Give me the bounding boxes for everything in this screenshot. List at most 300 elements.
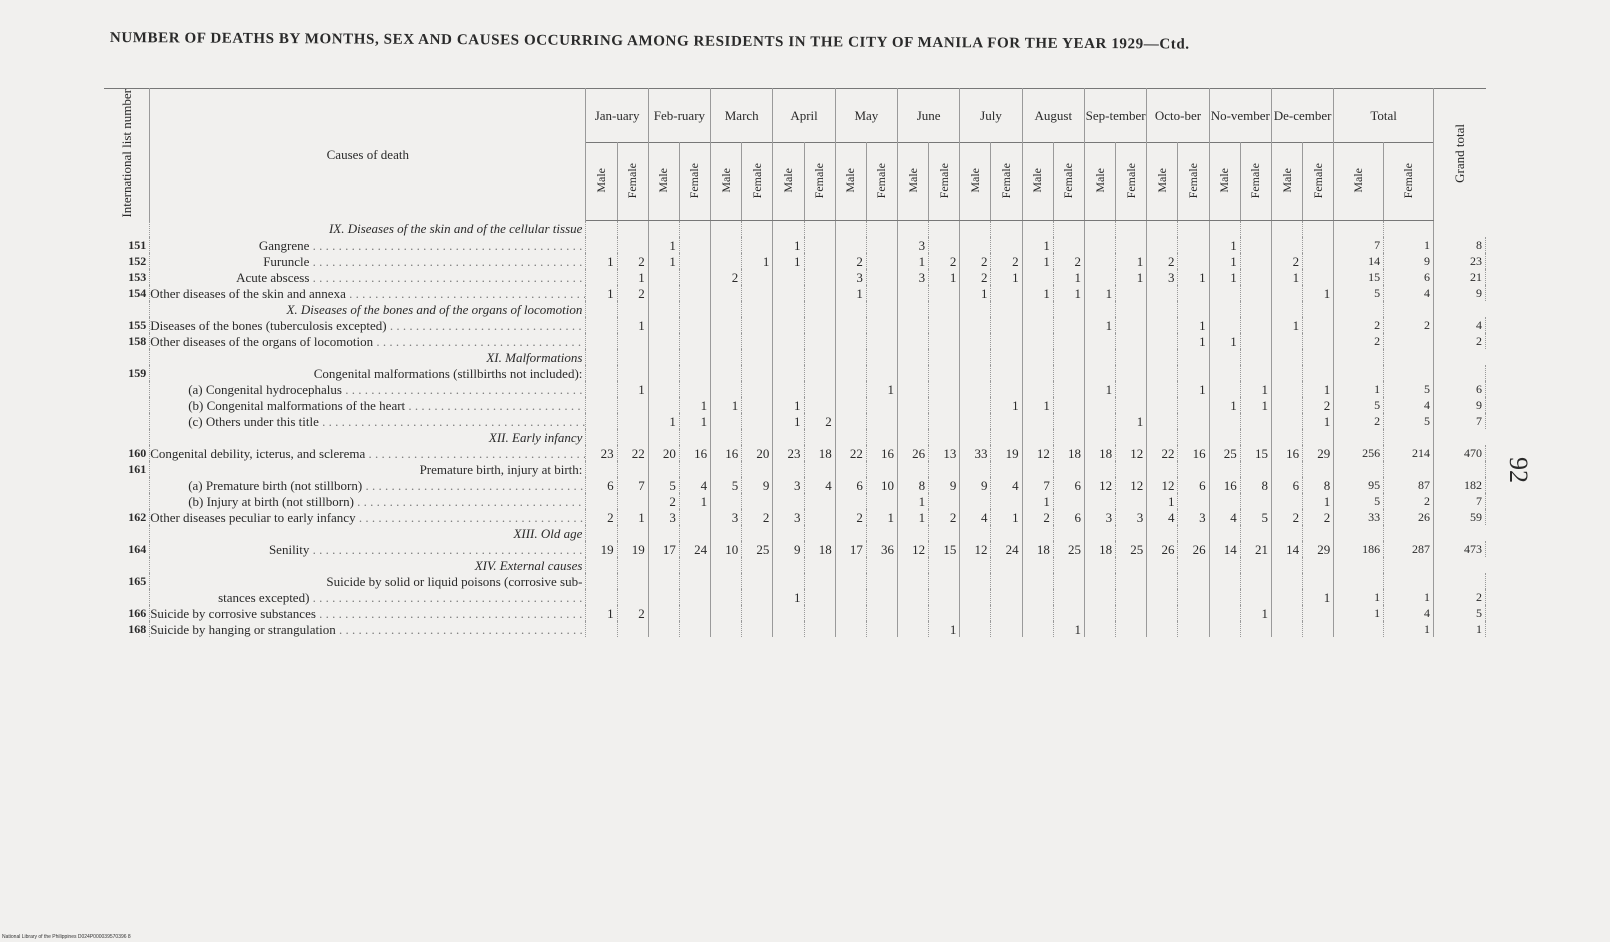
value-cell [1116,285,1147,301]
empty-cell [960,429,991,445]
female-column-header [804,143,835,221]
value-cell: 20 [648,445,679,461]
value-cell [1209,621,1240,637]
value-cell [991,589,1022,605]
male-column-header [1209,143,1240,221]
value-cell: 1 [898,253,929,269]
empty-cell [960,221,991,238]
page-title: NUMBER OF DEATHS BY MONTHS, SEX AND CAUSES OCCURRING AMONG RESIDENTS IN THE CITY OF MANILA FOR THE YEAR 1929—Ctd. [109,30,1190,53]
empty-cell [1084,221,1115,238]
value-cell [711,381,742,397]
empty-cell [1147,301,1178,317]
value-cell [898,317,929,333]
section-row [104,429,1486,445]
cause-cell: Premature birth, injury at birth: [150,461,586,477]
code-cell [104,477,150,493]
total-cell [1384,461,1434,477]
value-cell: 1 [1303,493,1334,509]
empty-cell [742,557,773,573]
value-cell [1084,461,1115,477]
total-cell: 5 [1384,413,1434,429]
empty-cell [1053,349,1084,365]
value-cell: 16 [1209,477,1240,493]
value-cell: 2 [1147,253,1178,269]
code-cell [104,397,150,413]
value-cell [960,413,991,429]
value-cell [835,621,866,637]
value-cell: 2 [835,253,866,269]
value-cell [866,461,897,477]
value-cell: 6 [835,477,866,493]
female-column-header [1178,143,1209,221]
value-cell [742,333,773,349]
value-cell [1271,285,1302,301]
value-cell: 18 [1084,541,1115,557]
female-column-header [1384,143,1434,221]
value-cell: 18 [1084,445,1115,461]
value-cell [1053,237,1084,253]
empty-cell [866,349,897,365]
table-row [104,445,1486,461]
grand-total-cell: 5 [1433,605,1485,621]
value-cell: 1 [1303,589,1334,605]
cause-cell: Furuncle . . . [150,253,586,269]
value-cell: 1 [991,397,1022,413]
value-cell [835,365,866,381]
cause-cell: Acute abscess . . . [150,269,586,285]
value-cell [617,493,648,509]
value-cell [835,397,866,413]
value-cell [711,365,742,381]
empty-cell [1384,525,1434,541]
value-cell: 29 [1303,541,1334,557]
value-cell: 3 [773,509,804,525]
value-cell [898,621,929,637]
table-row [104,381,1486,397]
value-cell [866,493,897,509]
value-cell: 9 [960,477,991,493]
empty-cell [960,349,991,365]
empty-cell [742,301,773,317]
value-cell: 5 [648,477,679,493]
empty-cell [1053,557,1084,573]
male-label: Male [780,167,795,193]
value-cell: 25 [1209,445,1240,461]
table-row [104,253,1486,269]
female-column-header [617,143,648,221]
value-cell [1022,573,1053,589]
value-cell [1116,365,1147,381]
value-cell [1209,317,1240,333]
empty-cell [991,301,1022,317]
total-cell: 2 [1334,317,1384,333]
empty-cell [1303,349,1334,365]
value-cell [711,413,742,429]
value-cell [929,317,960,333]
grand-total-cell: 1 [1433,621,1485,637]
value-cell: 4 [960,509,991,525]
empty-cell [929,557,960,573]
value-cell: 25 [1053,541,1084,557]
total-cell: 2 [1384,317,1434,333]
value-cell [617,461,648,477]
value-cell [1178,365,1209,381]
value-cell [898,381,929,397]
value-cell [617,333,648,349]
value-cell [835,333,866,349]
value-cell [804,493,835,509]
value-cell: 1 [1022,285,1053,301]
total-cell [1384,365,1434,381]
value-cell: 17 [648,541,679,557]
total-cell: 6 [1384,269,1434,285]
total-cell [1334,573,1384,589]
cause-cell: (a) Premature birth (not stillborn) . . . [150,477,586,493]
male-label: Male [1154,167,1169,193]
female-column-header [1053,143,1084,221]
empty-cell [898,221,929,238]
cause-cell: Suicide by solid or liquid poisons (corrosive sub- [150,573,586,589]
value-cell: 25 [1116,541,1147,557]
value-cell: 3 [1084,509,1115,525]
grand-total-cell: 9 [1433,285,1485,301]
table-row [104,317,1486,333]
total-cell [1334,461,1384,477]
cause-cell: Congenital malformations (stillbirths not included): [150,365,586,381]
value-cell [1303,573,1334,589]
empty-cell [1116,349,1147,365]
value-cell: 23 [586,445,617,461]
value-cell: 1 [1178,317,1209,333]
grand-total-cell: 21 [1433,269,1485,285]
value-cell: 1 [1209,253,1240,269]
value-cell: 15 [929,541,960,557]
value-cell [742,237,773,253]
value-cell [960,493,991,509]
value-cell: 1 [929,269,960,285]
value-cell: 3 [1147,269,1178,285]
month-header: No-vember [1209,89,1271,143]
value-cell [804,461,835,477]
value-cell [804,605,835,621]
female-label: Female [999,162,1014,198]
cause-cell: (a) Congenital hydrocephalus . . . [150,381,586,397]
empty-cell [804,301,835,317]
empty-cell [1178,221,1209,238]
value-cell [1116,237,1147,253]
cause-cell: Suicide by corrosive substances . . . [150,605,586,621]
empty-cell [1147,221,1178,238]
value-cell [835,317,866,333]
value-cell [679,317,710,333]
value-cell [1178,573,1209,589]
male-column-header [586,143,617,221]
value-cell [804,365,835,381]
value-cell [1271,237,1302,253]
grand-total-cell: 59 [1433,509,1485,525]
section-row [104,557,1486,573]
empty-cell [773,557,804,573]
value-cell: 2 [648,493,679,509]
section-row [104,525,1486,541]
value-cell: 2 [929,253,960,269]
empty-cell [586,525,617,541]
value-cell: 12 [1116,477,1147,493]
value-cell: 1 [1303,413,1334,429]
value-cell: 1 [648,253,679,269]
value-cell [1116,317,1147,333]
value-cell: 1 [1240,605,1271,621]
empty-cell [1116,429,1147,445]
value-cell: 33 [960,445,991,461]
total-cell: 1 [1384,589,1434,605]
value-cell [1022,605,1053,621]
value-cell [586,317,617,333]
value-cell: 29 [1303,445,1334,461]
table-row [104,621,1486,637]
value-cell [929,237,960,253]
value-cell [1271,493,1302,509]
value-cell [742,285,773,301]
total-cell: 4 [1384,397,1434,413]
code-cell: 155 [104,317,150,333]
empty-cell [773,221,804,238]
value-cell: 19 [586,541,617,557]
value-cell [1209,381,1240,397]
female-label: Female [1061,162,1076,198]
empty-cell [1084,349,1115,365]
value-cell [804,285,835,301]
value-cell [960,381,991,397]
value-cell [866,605,897,621]
value-cell [804,573,835,589]
value-cell: 6 [586,477,617,493]
value-cell [1303,621,1334,637]
value-cell: 26 [898,445,929,461]
total-cell [1384,573,1434,589]
empty-cell [617,557,648,573]
section-row [104,349,1486,365]
male-column-header [711,143,742,221]
value-cell [742,381,773,397]
value-cell [586,493,617,509]
value-cell [866,285,897,301]
empty-cell [929,525,960,541]
value-cell: 1 [617,381,648,397]
empty-cell [586,349,617,365]
empty-cell [1240,221,1271,238]
value-cell: 1 [711,397,742,413]
empty-cell [773,429,804,445]
value-cell: 1 [1240,381,1271,397]
value-cell [1084,397,1115,413]
value-cell: 1 [1178,381,1209,397]
value-cell [1116,589,1147,605]
value-cell [679,573,710,589]
value-cell [835,237,866,253]
empty-cell [1303,557,1334,573]
value-cell [866,365,897,381]
female-column-header [929,143,960,221]
value-cell: 1 [617,317,648,333]
empty-cell [835,429,866,445]
value-cell [1147,605,1178,621]
grand-total-cell: 2 [1433,333,1485,349]
empty-cell [679,349,710,365]
empty-cell [1053,429,1084,445]
value-cell [1178,285,1209,301]
value-cell [960,573,991,589]
empty-cell [711,301,742,317]
value-cell [1147,381,1178,397]
month-header: May [835,89,897,143]
value-cell [1147,621,1178,637]
value-cell [586,237,617,253]
value-cell [586,333,617,349]
female-label: Female [812,162,827,198]
value-cell [929,461,960,477]
value-cell: 2 [1271,509,1302,525]
empty-cell [1053,221,1084,238]
value-cell: 1 [586,605,617,621]
male-column-header [1147,143,1178,221]
page-number: 92 [1504,457,1533,483]
value-cell [991,333,1022,349]
empty-cell [1303,429,1334,445]
value-cell: 12 [1116,445,1147,461]
value-cell [711,605,742,621]
female-label: Female [1186,162,1201,198]
value-cell [773,317,804,333]
empty-cell [742,349,773,365]
empty-cell [866,221,897,238]
male-label: Male [1351,167,1366,193]
value-cell: 1 [1303,381,1334,397]
value-cell: 2 [1303,509,1334,525]
value-cell [1178,621,1209,637]
table-row [104,333,1486,349]
value-cell [866,237,897,253]
value-cell: 3 [1116,509,1147,525]
value-cell: 19 [617,541,648,557]
grand-total-cell: 7 [1433,413,1485,429]
empty-cell [1178,301,1209,317]
value-cell: 16 [679,445,710,461]
value-cell: 26 [1147,541,1178,557]
empty-cell [1334,221,1384,238]
section-row [104,301,1486,317]
empty-cell [617,349,648,365]
value-cell [960,589,991,605]
value-cell [991,237,1022,253]
value-cell: 6 [1271,477,1302,493]
empty-cell [1240,301,1271,317]
value-cell [1084,269,1115,285]
value-cell [1147,237,1178,253]
month-header: July [960,89,1022,143]
value-cell: 2 [1053,253,1084,269]
total-cell: 7 [1334,237,1384,253]
empty-cell [1303,221,1334,238]
value-cell [1271,333,1302,349]
empty-cell [1271,525,1302,541]
value-cell [804,381,835,397]
grand-total-cell: 7 [1433,493,1485,509]
value-cell [929,381,960,397]
grand-total-cell [1433,461,1485,477]
empty-cell [1334,525,1384,541]
value-cell [960,605,991,621]
empty-cell [1209,301,1240,317]
value-cell: 1 [586,253,617,269]
code-cell [104,381,150,397]
female-column-header [991,143,1022,221]
empty-cell [586,301,617,317]
value-cell: 13 [929,445,960,461]
value-cell [648,381,679,397]
value-cell: 9 [929,477,960,493]
value-cell [898,589,929,605]
value-cell: 12 [960,541,991,557]
value-cell [1147,573,1178,589]
value-cell: 1 [898,493,929,509]
value-cell [1053,493,1084,509]
value-cell [773,573,804,589]
empty-cell [1209,557,1240,573]
value-cell [1303,237,1334,253]
empty-cell [1271,429,1302,445]
value-cell: 21 [1240,541,1271,557]
value-cell [929,605,960,621]
empty-cell [898,429,929,445]
cause-cell: Diseases of the bones (tuberculosis excepted) . . . [150,317,586,333]
total-cell: 287 [1384,541,1434,557]
value-cell [866,621,897,637]
value-cell [1178,589,1209,605]
value-cell [617,621,648,637]
empty-cell [898,557,929,573]
value-cell [1240,237,1271,253]
value-cell: 2 [960,269,991,285]
value-cell [804,621,835,637]
value-cell [711,285,742,301]
value-cell: 1 [1116,253,1147,269]
value-cell: 1 [991,269,1022,285]
value-cell [679,461,710,477]
value-cell [1178,605,1209,621]
value-cell: 2 [1303,397,1334,413]
value-cell [679,509,710,525]
empty-cell [586,221,617,238]
male-column-header [835,143,866,221]
empty-cell [1384,221,1434,238]
empty-cell [1433,429,1485,445]
empty-cell [1271,349,1302,365]
value-cell [1240,285,1271,301]
male-label: Male [593,167,608,193]
empty-cell [711,525,742,541]
empty-cell [617,429,648,445]
value-cell: 3 [898,237,929,253]
table-row [104,461,1486,477]
value-cell [648,589,679,605]
value-cell [835,589,866,605]
cause-cell: (c) Others under this title . . . [150,413,586,429]
value-cell [1116,397,1147,413]
value-cell [1271,621,1302,637]
male-label: Male [718,167,733,193]
table-row [104,365,1486,381]
